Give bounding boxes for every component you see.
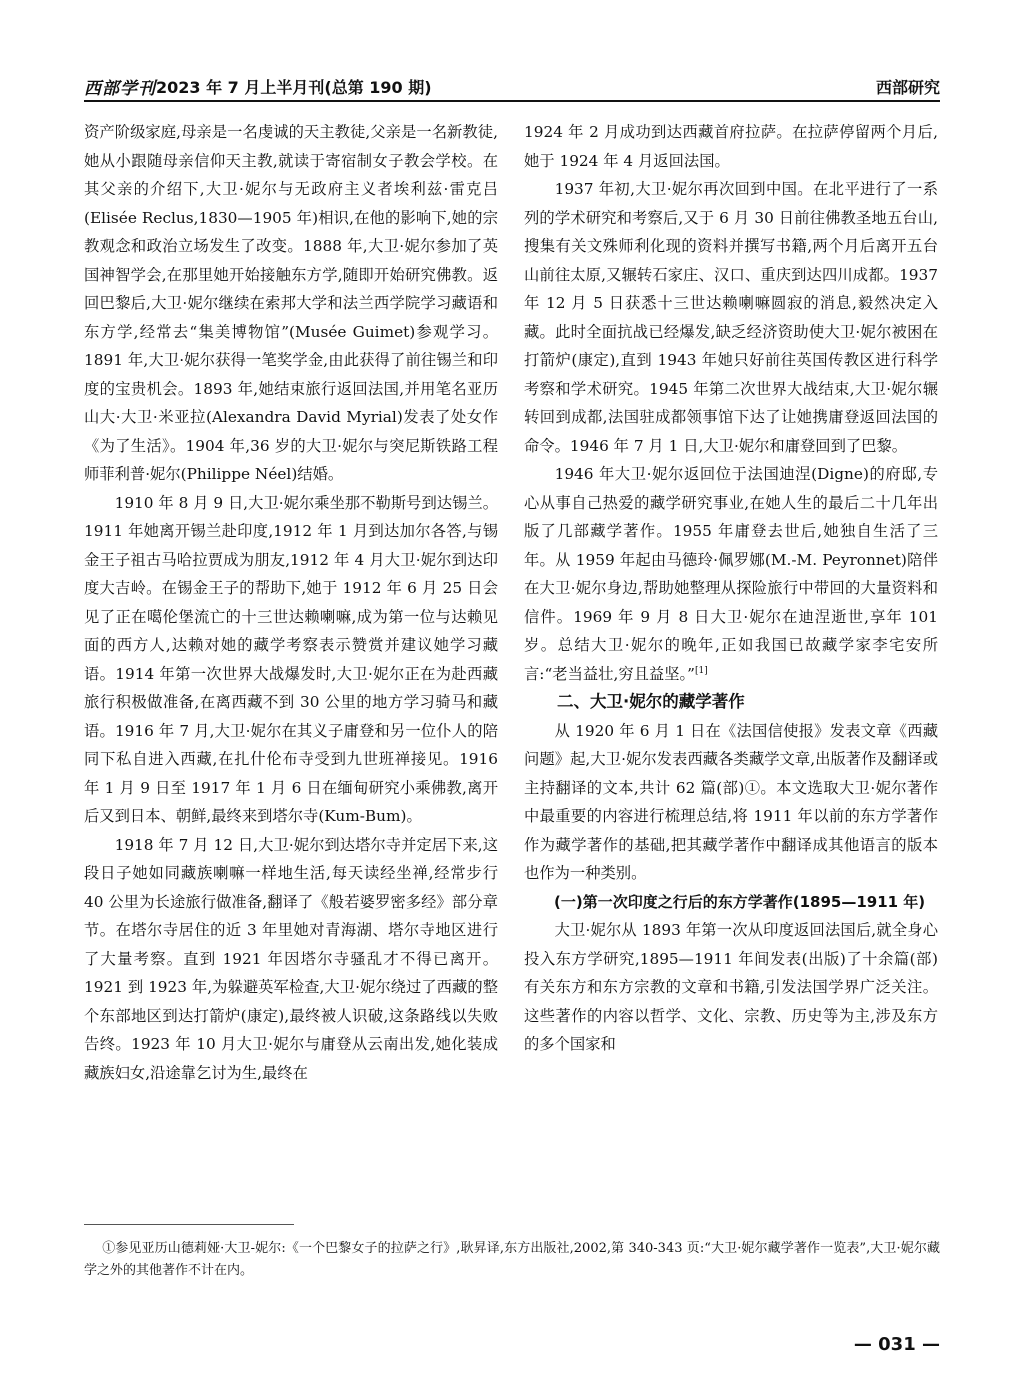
page-number: — 031 —	[853, 1334, 940, 1355]
left-column	[84, 118, 498, 1087]
paragraph-text: 1946 年大卫·妮尔返回位于法国迪涅(Digne)的府邸,专心从事自己热爱的藏学研究事业,在她人生的最后二十几年出版了几部藏学著作。1955 年庸登去世后,她独自生活了三年。从 1959 年起由马德玲·佩罗娜(M.-M. Peyronnet)陪伴在大卫·妮尔身边,帮助她整理从探险旅行中带回的大量资料和信件。1969 年 9 月 8 日大卫·妮尔在迪涅逝世,享年 101 岁。总结大卫·妮尔的晚年,正如我国已故藏学家李宅安所言:“老当益壮,穷且益坚。”	[524, 465, 938, 683]
journal-logo: 西部学刊	[84, 79, 156, 99]
paragraph: 大卫·妮尔从 1893 年第一次从印度返回法国后,就全身心投入东方学研究,1895—1911 年间发表(出版)了十余篇(部)有关东方和东方宗教的文章和书籍,引发法国学界广泛关注。这些著作的内容以哲学、文化、宗教、历史等为主,涉及东方的多个国家和	[524, 921, 938, 1053]
paragraph: 从 1920 年 6 月 1 日在《法国信使报》发表文章《西藏问题》起,大卫·妮尔发表西藏各类藏学文章,出版著作及翻译或主持翻译的文本,共计 62 篇(部)①。本文选取大卫·妮尔著作中最重要的内容进行梳理总结,将 1911 年以前的东方学著作作为藏学著作的基础,把其藏学著作中翻译成其他语言的版本也作为一种类别。	[524, 721, 938, 882]
paragraph: 1910 年 8 月 9 日,大卫·妮尔乘坐那不勒斯号到达锡兰。1911 年她离开锡兰赴印度,1912 年 1 月到达加尔各答,与锡金王子祖古马哈拉贾成为朋友,1912 年 4 月大卫·妮尔到达印度大吉岭。在锡金王子的帮助下,她于 1912 年 6 月 25 日会见了正在噶伦堡流亡的十三世达赖喇嘛,成为第一位与达赖见面的西方人,达赖对她的藏学考察表示赞赏并建议她学习藏语。1914 年第一次世界大战爆发时,大卫·妮尔正在为赴西藏旅行积极做准备,在离西藏不到 30 公里的地方学习骑马和藏语。1916 年 7 月,大卫·妮尔在其义子庸登和另一位仆人的陪同下私自进入西藏,在扎什伦布寺受到九世班禅接见。1916 年 1 月 9 日至 1917 年 1 月 6 日在缅甸研究小乘佛教,离开后又到日本、朝鲜,最终来到塔尔寺(Kum-Bum)。	[84, 493, 498, 825]
footnote-divider	[84, 1224, 294, 1225]
section-heading: 二、大卫·妮尔的藏学著作	[557, 692, 745, 711]
running-header	[84, 74, 940, 102]
subsection-heading: (一)第一次印度之行后的东方学著作(1895—1911 年)	[554, 892, 926, 911]
issue-info: 2023 年 7 月上半月刊(总第 190 期)	[156, 78, 432, 97]
paragraph	[524, 460, 938, 688]
paragraph: 1924 年 2 月成功到达西藏首府拉萨。在拉萨停留两个月后,她于 1924 年 4 月返回法国。	[524, 123, 938, 170]
citation-ref: [1]	[694, 665, 708, 676]
footnote: ①参见亚历山德莉娅·大卫-妮尔:《一个巴黎女子的拉萨之行》,耿昇译,东方出版社,2002,第 340-343 页:“大卫·妮尔藏学著作一览表”,大卫·妮尔藏学之外的其他著作不计在内。	[84, 1241, 940, 1278]
right-column	[524, 118, 938, 1059]
section-name: 西部研究	[875, 78, 940, 97]
paragraph: 资产阶级家庭,母亲是一名虔诚的天主教徒,父亲是一名新教徒,她从小跟随母亲信仰天主教,就读于寄宿制女子教会学校。在其父亲的介绍下,大卫·妮尔与无政府主义者埃利兹·雷克吕(Elisée Reclus,1830—1905 年)相识,在他的影响下,她的宗教观念和政治立场发生了改变。1888 年,大卫·妮尔参加了英国神智学会,在那里她开始接触东方学,随即开始研究佛教。返回巴黎后,大卫·妮尔继续在索邦大学和法兰西学院学习藏语和东方学,经常去“集美博物馆”(Musée Guimet)参观学习。1891 年,大卫·妮尔获得一笔奖学金,由此获得了前往锡兰和印度的宝贵机会。1893 年,她结束旅行返回法国,并用笔名亚历山大·大卫·米亚拉(Alexandra David Myrial)发表了处女作《为了生活》。1904 年,36 岁的大卫·妮尔与突尼斯铁路工程师菲利普·妮尔(Philippe Néel)结婚。	[84, 123, 498, 483]
paragraph: 1937 年初,大卫·妮尔再次回到中国。在北平进行了一系列的学术研究和考察后,又于 6 月 30 日前往佛教圣地五台山,搜集有关文殊师利化现的资料并撰写书籍,两个月后离开五台山前往太原,又辗转石家庄、汉口、重庆到达四川成都。1937 年 12 月 5 日获悉十三世达赖喇嘛圆寂的消息,毅然决定入藏。此时全面抗战已经爆发,缺乏经济资助使大卫·妮尔被困在打箭炉(康定),直到 1943 年她只好前往英国传教区进行科学考察和学术研究。1945 年第二次世界大战结束,大卫·妮尔辗转回到成都,法国驻成都领事馆下达了让她携庸登返回法国的命令。1946 年 7 月 1 日,大卫·妮尔和庸登回到了巴黎。	[524, 180, 938, 455]
paragraph: 1918 年 7 月 12 日,大卫·妮尔到达塔尔寺并定居下来,这段日子她如同藏族喇嘛一样地生活,每天读经坐禅,经常步行 40 公里为长途旅行做准备,翻译了《般若婆罗密多经》部分章节。在塔尔寺居住的近 3 年里她对青海湖、塔尔寺地区进行了大量考察。直到 1921 年因塔尔寺骚乱才不得已离开。1921 到 1923 年,为躲避英军检查,大卫·妮尔绕过了西藏的整个东部地区到达打箭炉(康定),最终被人识破,这条路线以失败告终。1923 年 10 月大卫·妮尔与庸登从云南出发,她化装成藏族妇女,沿途靠乞讨为生,最终在	[84, 835, 498, 1082]
